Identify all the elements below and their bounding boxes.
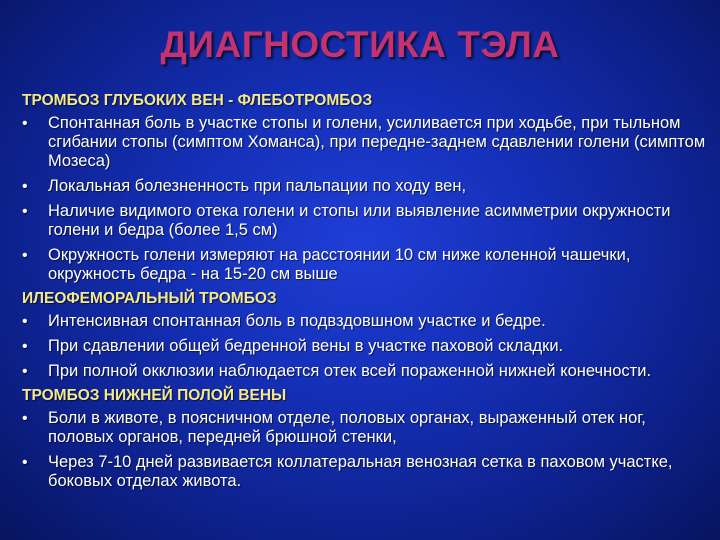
section-heading: ТРОМБОЗ ГЛУБОКИХ ВЕН - ФЛЕБОТРОМБОЗ	[22, 92, 373, 109]
bullet-marker: •	[22, 363, 28, 380]
bullet-marker: •	[22, 115, 28, 132]
section-dvt	[22, 92, 712, 284]
bullet-item	[22, 246, 712, 284]
bullet-text: Спонтанная боль в участке стопы и голени, усиливается при ходьбе, при тыльном сгибании стопы (симптом Хоманса), при передне-заднем сдавлении голени (симптом Мозеса)	[48, 114, 706, 170]
bullet-text: Через 7-10 дней развивается коллатеральная венозная сетка в паховом участке, боковых отделах живота.	[48, 453, 673, 490]
bullet-text: Интенсивная спонтанная боль в подвздовшном участке и бедре.	[48, 312, 546, 330]
slide-title: ДИАГНОСТИКА ТЭЛА	[160, 24, 560, 65]
bullet-text: При сдавлении общей бедренной вены в участке паховой складки.	[48, 337, 564, 355]
section-ivc	[22, 387, 712, 491]
bullet-item	[22, 202, 712, 240]
bullet-text: При полной окклюзии наблюдается отек всей пораженной нижней конечности.	[48, 362, 652, 380]
bullet-item	[22, 177, 712, 196]
bullet-item	[22, 114, 712, 171]
section-heading: ТРОМБОЗ НИЖНЕЙ ПОЛОЙ ВЕНЫ	[22, 387, 287, 404]
bullet-item	[22, 409, 712, 447]
section-heading: ИЛЕОФЕМОРАЛЬНЫЙ ТРОМБОЗ	[22, 290, 277, 307]
bullet-marker: •	[22, 454, 28, 471]
bullet-marker: •	[22, 338, 28, 355]
slide-content	[22, 92, 712, 497]
bullet-item	[22, 312, 712, 331]
bullet-item	[22, 362, 712, 381]
bullet-marker: •	[22, 247, 28, 264]
bullet-text: Наличие видимого отека голени и стопы или выявление асимметрии окружности голени и бедра (более 1,5 см)	[48, 202, 671, 239]
bullet-item	[22, 337, 712, 356]
bullet-item	[22, 453, 712, 491]
bullet-marker: •	[22, 178, 28, 195]
bullet-marker: •	[22, 203, 28, 220]
section-iliofemoral	[22, 290, 712, 381]
bullet-text: Окружность голени измеряют на расстоянии 10 см ниже коленной чашечки, окружность бедра - на 15-20 см выше	[48, 246, 631, 283]
bullet-marker: •	[22, 410, 28, 427]
bullet-text: Локальная болезненность при пальпации по ходу вен,	[48, 177, 467, 195]
bullet-marker: •	[22, 313, 28, 330]
bullet-text: Боли в животе, в поясничном отделе, половых органах, выраженный отек ног, половых органов, передней брюшной стенки,	[48, 409, 646, 446]
